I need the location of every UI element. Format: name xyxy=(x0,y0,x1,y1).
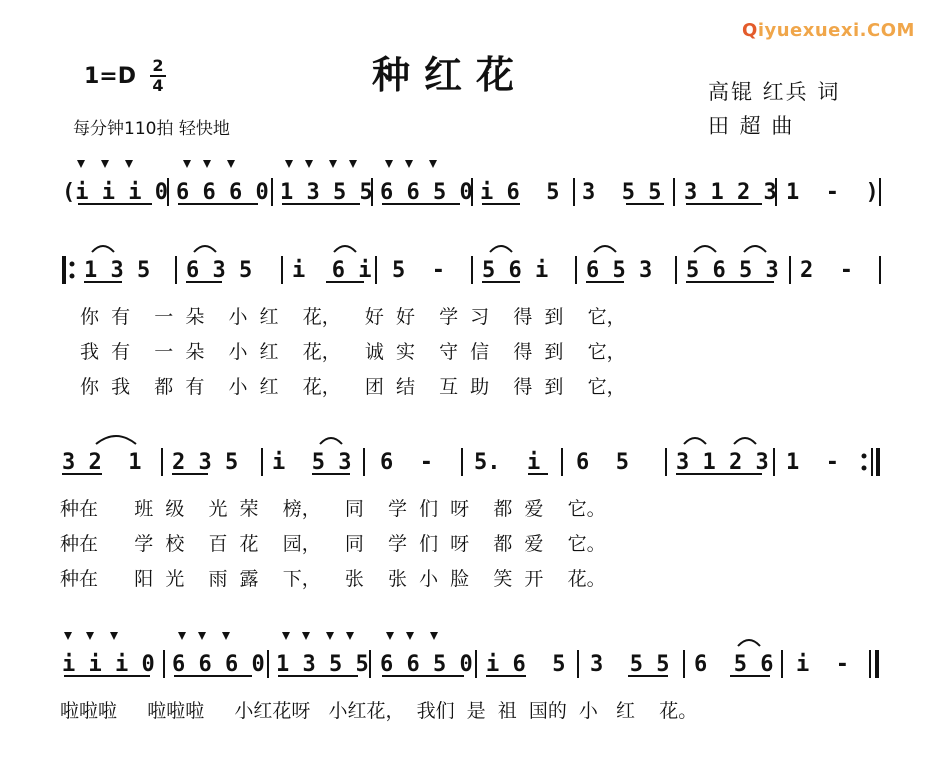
time-numerator: 2 xyxy=(152,56,164,75)
lyricist-credit: 高锟 红兵 词 xyxy=(708,80,841,104)
line4-measure-6: 3 5 5 xyxy=(590,652,670,677)
time-denominator: 4 xyxy=(152,76,164,95)
line2-measure-6: 6 5 3 xyxy=(586,258,653,283)
lyrics-verse-1: 你 有 一 朵 小 红 花， 好 好 学 习 得 到 它， xyxy=(80,306,626,328)
line3-measure-2: 2 3 5 xyxy=(172,450,239,475)
line4-measure-1: i i i 0 xyxy=(62,652,155,677)
line3-measure-5: 5. i xyxy=(474,450,541,475)
line2-measure-8: 2 - xyxy=(800,258,853,283)
lyrics-verse-6: 种在 阳 光 雨 露 下， 张 张 小 脸 笑 开 花。 xyxy=(60,568,606,590)
line1-measure-1: (i i i 0 xyxy=(62,180,168,205)
lyrics-verse-2: 我 有 一 朵 小 红 花， 诚 实 守 信 得 到 它， xyxy=(80,341,626,363)
line2-measure-7: 5 6 5 3 xyxy=(686,258,779,283)
line1-measure-6: 3 5 5 xyxy=(582,180,662,205)
line2-measure-3: i 6 i xyxy=(292,258,372,283)
lyrics-verse-4: 种在 班 级 光 荣 榜， 同 学 们 呀 都 爱 它。 xyxy=(60,498,606,520)
line4-measure-8: i - xyxy=(796,652,849,677)
line1-measure-8: 1 - ) xyxy=(786,180,879,205)
lyrics-verse-3: 你 我 都 有 小 红 花， 团 结 互 助 得 到 它， xyxy=(80,376,626,398)
score-line-1 xyxy=(0,172,946,212)
line4-measure-4: 6 6 5 0 xyxy=(380,652,473,677)
line3-measure-1: 3 2 1 xyxy=(62,450,142,475)
line1-measure-4: 6 6 5 0 xyxy=(380,180,473,205)
line3-measure-3: i 5 3 xyxy=(272,450,352,475)
line4-measure-5: i 6 5 xyxy=(486,652,566,677)
line4-measure-7: 6 5 6 xyxy=(694,652,774,677)
key-signature: 1=D xyxy=(84,64,137,89)
line3-measure-7: 3 1 2 3 xyxy=(676,450,769,475)
line4-measure-2: 6 6 6 0 xyxy=(172,652,265,677)
line3-measure-8: 1 - xyxy=(786,450,839,475)
line1-measure-2: 6 6 6 0 xyxy=(176,180,269,205)
line1-measure-5: i 6 5 xyxy=(480,180,560,205)
line1-measure-7: 3 1 2 3 xyxy=(684,180,777,205)
line3-measure-6: 6 5 xyxy=(576,450,629,475)
lyrics-coda: 啦啦啦 啦啦啦 小红花呀 小红花， 我们 是 祖 国的 小 红 花。 xyxy=(60,700,698,722)
line2-measure-5: 5 6 i xyxy=(482,258,549,283)
line2-measure-1: 1 3 5 xyxy=(84,258,151,283)
score-line-3 xyxy=(0,442,946,482)
line1-measure-3: 1 3 5 5 xyxy=(280,180,373,205)
line2-measure-2: 6 3 5 xyxy=(186,258,253,283)
tempo-marking: 每分钟110拍 轻快地 xyxy=(73,119,230,139)
time-signature xyxy=(150,58,166,94)
lyrics-verse-5: 种在 学 校 百 花 园， 同 学 们 呀 都 爱 它。 xyxy=(60,533,606,555)
score-line-4 xyxy=(0,644,946,684)
song-title: 种红花 xyxy=(372,52,529,97)
line2-measure-4: 5 - xyxy=(392,258,445,283)
watermark-logo: Qiyuexuexi.COM xyxy=(742,20,915,41)
composer-credit: 田 超 曲 xyxy=(708,114,795,138)
score-line-2 xyxy=(0,250,946,290)
line3-measure-4: 6 - xyxy=(380,450,433,475)
line4-measure-3: 1 3 5 5 xyxy=(276,652,369,677)
